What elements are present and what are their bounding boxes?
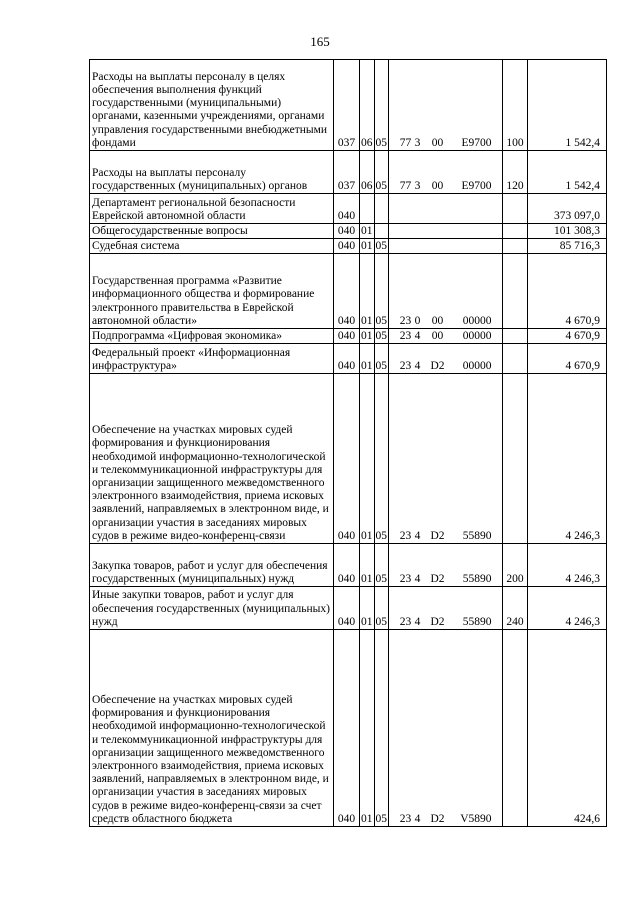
row-name: Расходы на выплаты персоналу в целях обеспечения выполнения функций государственными (муниципальными) органами, казенными учреждениями, органами управления государственными внебюджетными фондами: [90, 60, 334, 151]
amount: 373 097,0: [528, 194, 607, 224]
row-name: Обеспечение на участках мировых судей формирования и функционирования необходимой информационно-технологической и телекоммуникационной инфраструктуры для организации защищенного межведомственного электронного взаимодействия, приема исковых заявлений, направляемых в электронном виде, и организации участия в заседаниях мировых судов в режиме видео-конференц-связи: [90, 374, 334, 544]
table-row: [90, 344, 607, 374]
target-article-parts: [400, 530, 492, 543]
target-article-part: D2: [430, 572, 445, 585]
target-article-part: 00000: [462, 314, 492, 327]
expense-type-code: [503, 224, 528, 239]
amount: 4 246,3: [528, 544, 607, 587]
expense-type-code: [503, 239, 528, 254]
section-code: 06: [360, 151, 375, 194]
target-article-code: [389, 151, 503, 194]
target-article-part: 23: [399, 314, 412, 327]
row-name: Обеспечение на участках мировых судей формирования и функционирования необходимой информационно-технологической и телекоммуникационной инфраструктуры для организации защищенного межведомственного электронного взаимодействия, приема исковых заявлений, направляемых в электронном виде, и организации участия в заседаниях мировых судов в режиме видео-конференц-связи за счет средств областного бюджета: [90, 630, 334, 827]
target-article-parts: [400, 315, 492, 328]
target-article-parts: [400, 180, 492, 193]
ministry-code: 040: [334, 544, 360, 587]
target-article-code: [389, 239, 503, 254]
section-code: 01: [360, 544, 375, 587]
target-article-part: 4: [414, 572, 421, 585]
ministry-code: 040: [334, 329, 360, 344]
target-article-part: 55890: [462, 529, 492, 542]
target-article-part: V5890: [460, 812, 492, 825]
target-article-code: [389, 194, 503, 224]
target-article-part: 4: [414, 329, 421, 342]
ministry-code: 040: [334, 194, 360, 224]
subsection-code: 05: [375, 239, 387, 252]
target-article-code: [389, 224, 503, 239]
target-article-part: 00000: [462, 359, 492, 372]
expense-type-code: [503, 329, 528, 344]
row-name: Департамент региональной безопасности Еврейской автономной области: [90, 194, 334, 224]
section-code: 01: [360, 344, 375, 374]
section-code: 01: [360, 587, 375, 630]
target-article-part: 00: [431, 179, 444, 192]
table-row: [90, 587, 607, 630]
target-article-part: 55890: [462, 572, 492, 585]
target-article-parts: [400, 240, 492, 253]
expense-type-code: 100: [503, 60, 528, 151]
table-row: [90, 194, 607, 224]
target-article-code: [389, 254, 503, 329]
target-article-part: 4: [414, 615, 421, 628]
row-name: Общегосударственные вопросы: [90, 224, 334, 239]
amount: 4 246,3: [528, 587, 607, 630]
target-article-parts: [400, 813, 492, 826]
target-article-part: 77: [399, 136, 412, 149]
subsection-code: 05: [374, 374, 389, 544]
target-article-part: 4: [414, 529, 421, 542]
table-row: [90, 544, 607, 587]
row-name: Подпрограмма «Цифровая экономика»: [90, 329, 334, 344]
target-article-code: [389, 544, 503, 587]
expense-type-code: 240: [503, 587, 528, 630]
subsection-code: 05: [374, 344, 389, 374]
amount: 1 542,4: [528, 60, 607, 151]
row-name: Государственная программа «Развитие информационного общества и формирование электронного правительства в Еврейской автономной области»: [90, 254, 334, 329]
ministry-code: 040: [334, 630, 360, 827]
target-article-part: 00: [431, 329, 444, 342]
subsection-code: 05: [374, 587, 389, 630]
table-row: [90, 60, 607, 151]
table-body: [90, 60, 607, 827]
target-article-code: [389, 374, 503, 544]
table-row: [90, 239, 607, 254]
amount: 4 670,9: [528, 254, 607, 329]
table-row: [90, 254, 607, 329]
section-code: 01: [361, 239, 373, 252]
target-article-part: E9700: [461, 179, 492, 192]
amount: 4 670,9: [528, 329, 607, 344]
target-article-part: 23: [399, 359, 412, 372]
ministry-code: 037: [334, 60, 360, 151]
row-name: Закупка товаров, работ и услуг для обеспечения государственных (муниципальных) нужд: [90, 544, 334, 587]
target-article-part: 4: [414, 359, 421, 372]
target-article-part: 3: [414, 136, 421, 149]
target-article-part: 23: [399, 329, 412, 342]
subsection-code: [374, 194, 389, 224]
target-article-code: [389, 344, 503, 374]
target-article-part: 4: [414, 812, 421, 825]
target-article-part: 3: [414, 179, 421, 192]
section-code: 01: [360, 254, 375, 329]
section-code: 06: [360, 60, 375, 151]
section-code: 01: [360, 374, 375, 544]
expense-type-code: [503, 194, 528, 224]
table-row: [90, 329, 607, 344]
expense-type-code: 120: [503, 151, 528, 194]
target-article-part: D2: [430, 529, 445, 542]
target-article-parts: [400, 137, 492, 150]
target-article-parts: [400, 225, 492, 238]
section-code: 01: [361, 224, 373, 237]
row-name: Судебная система: [90, 239, 334, 254]
ministry-code: 040: [334, 344, 360, 374]
target-article-part: 23: [399, 529, 412, 542]
subsection-code: 05: [374, 151, 389, 194]
target-article-part: D2: [430, 615, 445, 628]
amount: 424,6: [528, 630, 607, 827]
table-row: [90, 224, 607, 239]
amount: 1 542,4: [528, 151, 607, 194]
target-article-part: 00: [431, 314, 444, 327]
subsection-code: 05: [374, 544, 389, 587]
ministry-code: 040: [334, 239, 360, 254]
target-article-parts: [400, 616, 492, 629]
row-name: Иные закупки товаров, работ и услуг для обеспечения государственных (муниципальных) нужд: [90, 587, 334, 630]
budget-table: [89, 59, 607, 827]
target-article-code: [389, 587, 503, 630]
target-article-parts: [400, 330, 492, 343]
target-article-part: 23: [399, 812, 412, 825]
subsection-code: 05: [374, 60, 389, 151]
target-article-part: D2: [430, 812, 445, 825]
ministry-code: 040: [334, 587, 360, 630]
ministry-code: 040: [334, 374, 360, 544]
subsection-code: [374, 224, 389, 239]
amount: 4 246,3: [528, 374, 607, 544]
target-article-part: 55890: [462, 615, 492, 628]
ministry-code: 040: [334, 224, 360, 239]
target-article-part: 23: [399, 615, 412, 628]
target-article-code: [389, 60, 503, 151]
amount: 101 308,3: [528, 224, 607, 239]
expense-type-code: [503, 630, 528, 827]
section-code: [360, 194, 375, 224]
table-row: [90, 630, 607, 827]
amount: 85 716,3: [528, 239, 607, 254]
target-article-part: 00000: [462, 329, 492, 342]
ministry-code: 037: [334, 151, 360, 194]
row-name: Федеральный проект «Информационная инфраструктура»: [90, 344, 334, 374]
section-code: 01: [361, 329, 373, 342]
table-row: [90, 151, 607, 194]
target-article-code: [389, 329, 503, 344]
target-article-part: 77: [399, 179, 412, 192]
subsection-code: 05: [374, 630, 389, 827]
row-name: Расходы на выплаты персоналу государственных (муниципальных) органов: [90, 151, 334, 194]
target-article-parts: [400, 360, 492, 373]
target-article-part: 23: [399, 572, 412, 585]
target-article-parts: [400, 210, 492, 223]
target-article-part: 0: [414, 314, 421, 327]
target-article-code: [389, 630, 503, 827]
section-code: 01: [360, 630, 375, 827]
expense-type-code: [503, 374, 528, 544]
ministry-code: 040: [334, 254, 360, 329]
expense-type-code: [503, 344, 528, 374]
target-article-part: D2: [430, 359, 445, 372]
expense-type-code: 200: [503, 544, 528, 587]
table-row: [90, 374, 607, 544]
subsection-code: 05: [375, 329, 387, 342]
target-article-parts: [400, 573, 492, 586]
subsection-code: 05: [374, 254, 389, 329]
target-article-part: 00: [431, 136, 444, 149]
expense-type-code: [503, 254, 528, 329]
page-number: 165: [310, 34, 330, 49]
amount: 4 670,9: [528, 344, 607, 374]
target-article-part: E9700: [461, 136, 492, 149]
